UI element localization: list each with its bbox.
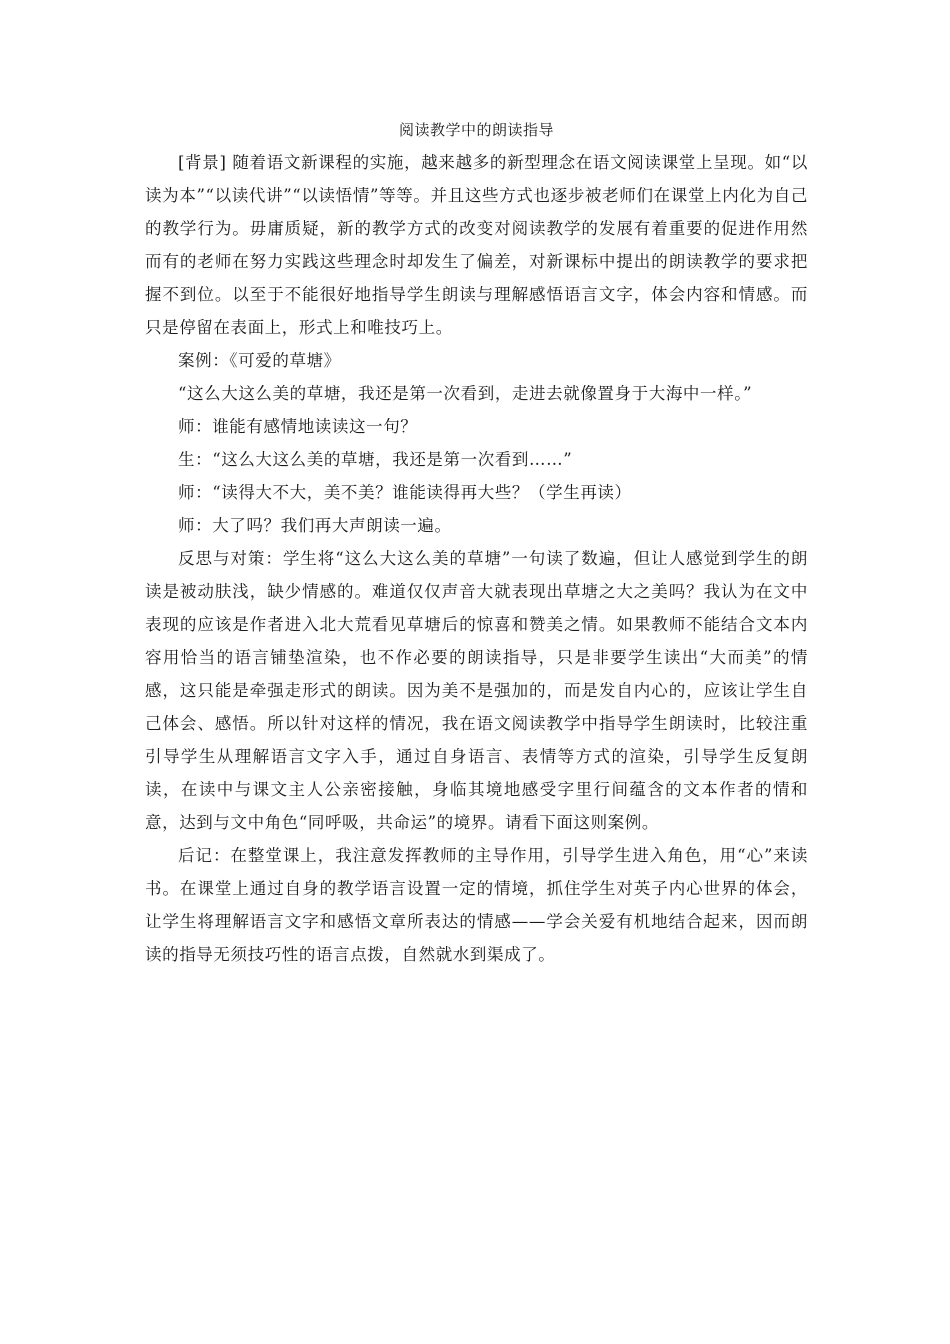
case-dialogue-line: 师：谁能有感情地读读这一句？ — [178, 417, 418, 436]
case-dialogue-line: 生：“这么大这么美的草塘，我还是第一次看到……” — [178, 450, 573, 469]
postscript-paragraph: 后记：在整堂课上，我注意发挥教师的主导作用，引导学生进入角色，用“心”来读书。在课堂上通过自身的教学语言设置一定的情境，抓住学生对英子内心世界的体会，让学生将理解语言文字和感悟文章所表达的情感——学会关爱有机地结合起来，因而朗读的指导无须技巧性的语言点拨，自然就水到渠成了。 — [145, 846, 808, 964]
case-quote-line: “这么大这么美的草塘，我还是第一次看到，走进去就像置身于大海中一样。” — [178, 384, 753, 403]
case-dialogue-line: 师：大了吗？我们再大声朗读一遍。 — [178, 516, 452, 535]
case-title-line: 案例：《可爱的草塘》 — [178, 351, 341, 370]
reflection-paragraph: 反思与对策：学生将“这么大这么美的草塘”一句读了数遍，但让人感觉到学生的朗读是被动肤浅，缺少情感的。难道仅仅声音大就表现出草塘之大之美吗？我认为在文中表现的应该是作者进入北大荒看见草塘后的惊喜和赞美之情。如果教师不能结合文本内容用恰当的语言铺垫渲染，也不作必要的朗读指导，只是非要学生读出“大而美”的情感，这只能是牵强走形式的朗读。因为美不是强加的，而是发自内心的，应该让学生自己体会、感悟。所以针对这样的情况，我在语文阅读教学中指导学生朗读时，比较注重引导学生从理解语言文字入手，通过自身语言、表情等方式的渲染，引导学生反复朗读，在读中与课文主人公亲密接触，身临其境地感受字里行间蕴含的文本作者的情和意，达到与文中角色“同呼吸，共命运”的境界。请看下面这则案例。 — [145, 549, 808, 832]
document-page — [145, 120, 808, 971]
background-paragraph: [背景] 随着语文新课程的实施，越来越多的新型理念在语文阅读课堂上呈现。如“以读为本”“以读代讲”“以读悟情”等等。并且这些方式也逐步被老师们在课堂上内化为自己的教学行为。毋庸质疑，新的教学方式的改变对阅读教学的发展有着重要的促进作用然而有的老师在努力实践这些理念时却发生了偏差，对新课标中提出的朗读教学的要求把握不到位。以至于不能很好地指导学生朗读与理解感悟语言文字，体会内容和情感。而只是停留在表面上，形式上和唯技巧上。 — [145, 153, 808, 337]
document-title: 阅读教学中的朗读指导 — [398, 121, 554, 139]
case-dialogue-line: 师：“读得大不大，美不美？谁能读得再大些？（学生再读） — [178, 483, 632, 502]
